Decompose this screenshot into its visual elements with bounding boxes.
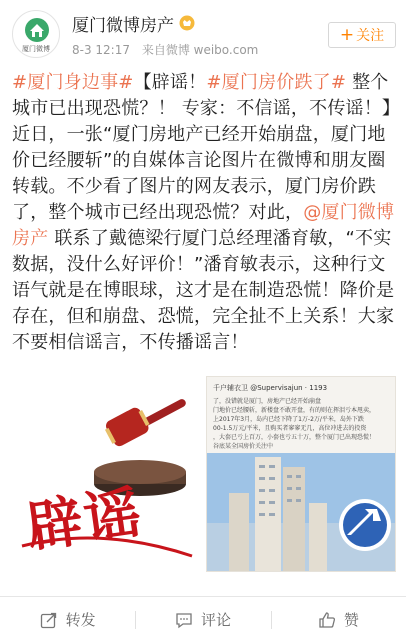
plus-icon: + (339, 24, 355, 45)
screenshot-line: ，大套已亏上百万，小套也亏五十万，整个厦门已出现恐慌！ (213, 434, 376, 441)
repost-label: 转发 (65, 611, 96, 629)
post-images (12, 376, 396, 572)
screenshot-line: 00-1.5万元/平米，且购买者寥寥无几，高位冲进去的投资 (213, 425, 367, 432)
rumor-refute-image[interactable] (12, 376, 202, 572)
house-logo-icon (24, 17, 50, 43)
post-source: 来自微博 weibo.com (141, 43, 259, 57)
comment-icon (175, 611, 193, 629)
screenshot-line: 上2017年3月，岛内已经下降了1万-2万/平米，岛外下跌 (213, 416, 364, 423)
hashtag-xiamen-local[interactable]: #厦门身边事# (12, 72, 134, 93)
repost-button[interactable] (0, 597, 135, 642)
repost-icon (40, 611, 58, 629)
post-text-segment: 整个城市已出现恐慌？！ 专家：不信谣，不传谣！】近日，一张“厦门房地产已经开始崩盘，厦门地价已经腰斩”的自媒体言论图片在微博和朋友圈转载。不少看了图片的网友表示，厦门房价跌了，整个城市已经出现恐慌？对此， (12, 72, 392, 223)
like-button[interactable] (271, 597, 406, 642)
screenshot-image[interactable] (206, 376, 396, 572)
comment-label: 评论 (200, 611, 231, 629)
follow-button[interactable] (328, 22, 396, 48)
user-name-row (72, 12, 195, 34)
post-header (0, 0, 406, 70)
like-label: 赞 (343, 611, 359, 629)
post-text-segment: 【辟谣！ (133, 72, 207, 93)
screenshot-line: 门地价已经腰斩，新楼盘不敢开盘，有的则在挥泪亏本甩卖， (213, 407, 376, 414)
post-body (12, 70, 396, 356)
post-meta (72, 41, 258, 58)
vip-badge-icon (179, 15, 195, 31)
building-photo (207, 453, 396, 572)
hashtag-xiamen-price-drop[interactable]: #厦门房价跌了# (206, 72, 347, 93)
user-name[interactable]: 厦门微博房产 (72, 15, 174, 36)
rumor-refute-text: 辟谣 (22, 479, 147, 561)
comment-button[interactable] (135, 597, 270, 642)
action-bar (0, 597, 406, 642)
thumbs-up-icon (318, 611, 336, 629)
screenshot-author: 千户辅衣卫 @Supervisajun · 1193 (213, 384, 328, 392)
screenshot-line: 了，没错就是厦门，房地产已经开始崩盘 (213, 398, 322, 405)
post-time: 8-3 12:17 (72, 43, 130, 57)
mention-link[interactable]: @厦门微博房产 (12, 202, 395, 249)
follow-label: 关注 (356, 28, 385, 44)
screenshot-text (213, 397, 391, 451)
screenshot-line: 谷底某全国房价关注中 (213, 443, 274, 450)
avatar-caption: 厦门微博 (22, 45, 50, 53)
post-text-segment: 联系了戴德梁行厦门总经理潘育敏，“不实数据，没什么好评价！”潘育敏表示，这种行文语气就是在博眼球，这才是在制造恐慌！降价是存在，但和崩盘、恐慌，完全扯不上关系！大家不要相信谣言，不传播谣言！ (12, 228, 395, 353)
avatar[interactable] (12, 10, 60, 58)
